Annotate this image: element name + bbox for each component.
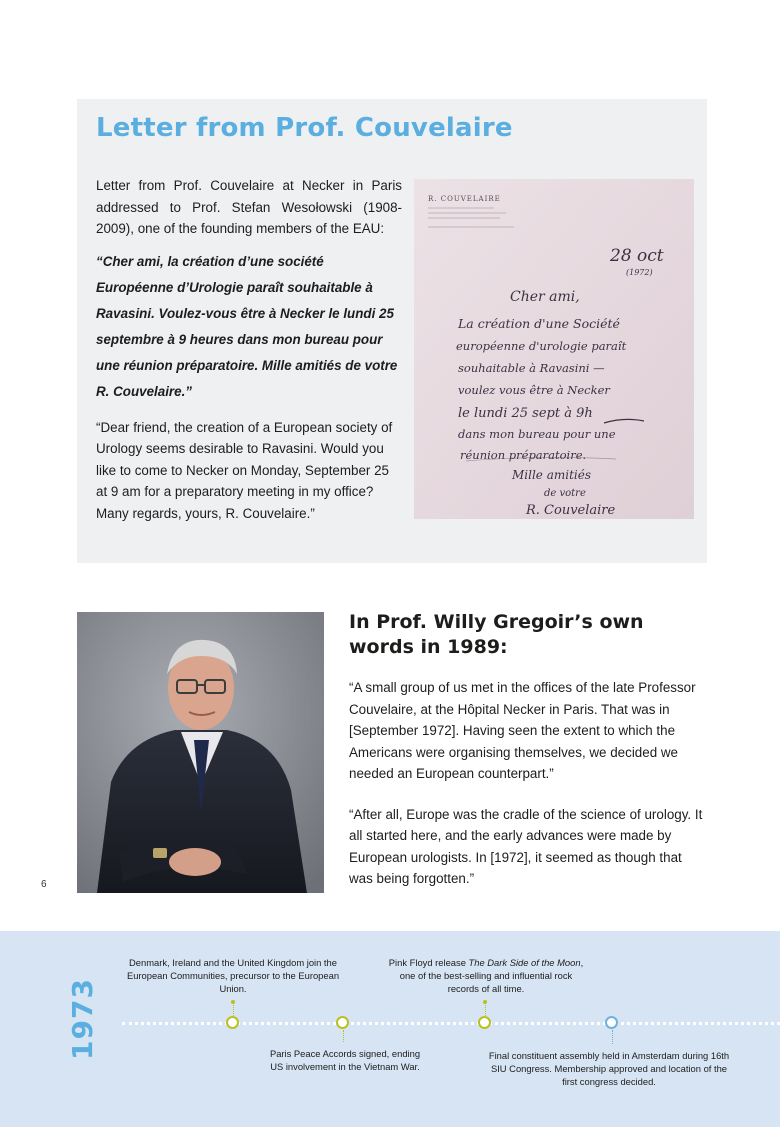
timeline-marker-2 bbox=[336, 1016, 349, 1029]
timeline-line bbox=[122, 1022, 780, 1025]
timeline-marker-1 bbox=[226, 1016, 239, 1029]
timeline-stem-dot bbox=[483, 1000, 487, 1004]
timeline-event-1: Denmark, Ireland and the United Kingdom join the European Communities, precursor to the European Union. bbox=[126, 957, 340, 994]
letter-quote-english: “Dear friend, the creation of a European society of Urology seems desirable to Ravasini. Would you like to come to Necker on Monday, September 25 at 9 am for a preparatory meeting in my office? Many regards, yours, R. Couvelaire.” bbox=[96, 419, 393, 521]
handwritten-line: européenne d'urologie paraît bbox=[456, 339, 627, 353]
event-3-album-title: The Dark Side of the Moon bbox=[468, 957, 581, 968]
letter-text-column bbox=[96, 175, 402, 524]
letter-scan-image bbox=[414, 179, 694, 519]
gregoir-heading: In Prof. Willy Gregoir’s own words in 1989: bbox=[349, 611, 644, 658]
handwritten-line: La création d'une Société bbox=[458, 316, 620, 331]
letterhead: R. COUVELAIRE bbox=[428, 195, 501, 203]
letter-quote-french: “Cher ami, la création d’une société Européenne d’Urologie paraît souhaitable à Ravasini. Voulez-vous être à Necker le lundi 25 septembre à 9 heures dans mon bureau pour une réunion préparatoire. Mille amitiés de votre R. Couvelaire.” bbox=[96, 253, 398, 399]
handwritten-line: Mille amitiés bbox=[512, 468, 592, 482]
handwritten-line: de votre bbox=[544, 488, 586, 499]
page-number: 6 bbox=[41, 879, 47, 890]
portrait-photo bbox=[77, 612, 324, 893]
gregoir-quote-1: “A small group of us met in the offices of the late Professor Couvelaire, at the Hôpital Necker in Paris. That was in [September 1972]. Having seen the extent to which the Americans were organising themselves, we decided we needed an European counterpart.” bbox=[349, 680, 696, 781]
timeline-stem-dot bbox=[231, 1000, 235, 1004]
gregoir-quote-section bbox=[349, 610, 709, 890]
handwritten-line: le lundi 25 sept à 9h bbox=[458, 406, 593, 421]
handwritten-line: souhaitable à Ravasini — bbox=[458, 361, 605, 375]
timeline-year: 1973 bbox=[66, 978, 99, 1060]
handwritten-date: 28 oct bbox=[610, 246, 664, 266]
timeline-event-3 bbox=[386, 956, 586, 995]
timeline-event-4: Final constituent assembly held in Amsterdam during 16th SIU Congress. Membership approved and location of the first congress decided. bbox=[488, 1050, 730, 1087]
timeline-marker-3 bbox=[478, 1016, 491, 1029]
timeline-stem bbox=[233, 1002, 234, 1016]
timeline-event-2: Paris Peace Accords signed, ending US involvement in the Vietnam War. bbox=[269, 1048, 421, 1072]
event-3-suffix: , one of the best-selling and influential rock records of all time. bbox=[399, 957, 584, 994]
timeline-stem bbox=[343, 1030, 344, 1042]
handwritten-line: dans mon bureau pour une bbox=[458, 427, 616, 441]
letter-panel bbox=[77, 99, 707, 563]
gregoir-quote-2: “After all, Europe was the cradle of the science of urology. It all started here, and the early advances were made by European urologists. In [1972], it seemed as though that was being forgotten.” bbox=[349, 806, 703, 886]
timeline-stem bbox=[612, 1030, 613, 1044]
letter-intro: Letter from Prof. Couvelaire at Necker in Paris addressed to Prof. Stefan Wesołowski (1908-2009), one of the founding members of the EAU: bbox=[96, 178, 402, 236]
handwritten-signature: R. Couvelaire bbox=[526, 503, 616, 518]
handwritten-line: Cher ami, bbox=[510, 289, 580, 305]
handwritten-line: réunion préparatoire. bbox=[460, 448, 587, 462]
handwritten-year: (1972) bbox=[626, 268, 653, 277]
letter-title: Letter from Prof. Couvelaire bbox=[96, 113, 513, 143]
timeline-marker-4 bbox=[605, 1016, 618, 1029]
event-3-prefix: Pink Floyd release bbox=[388, 957, 469, 968]
timeline-stem bbox=[485, 1002, 486, 1016]
handwritten-line: voulez vous être à Necker bbox=[458, 383, 610, 397]
